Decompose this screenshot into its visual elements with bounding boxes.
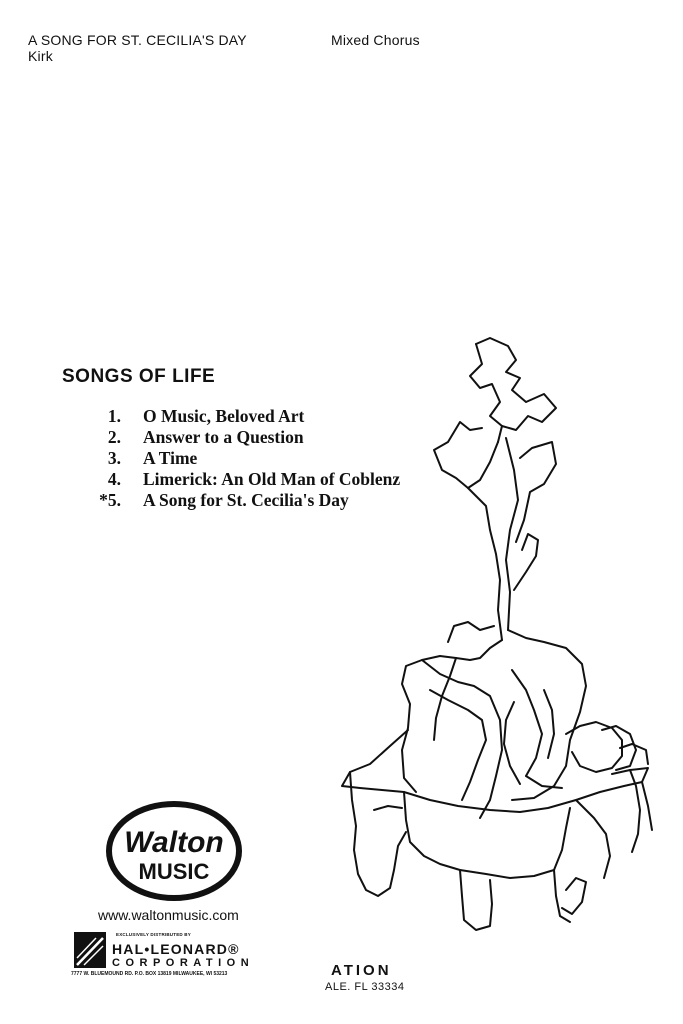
song-title: A Time: [143, 448, 198, 468]
series-fragment: ATION: [331, 962, 392, 979]
logo-music-text: MUSIC: [138, 859, 210, 884]
publisher-website[interactable]: www.waltonmusic.com: [98, 907, 239, 923]
distributor-corporation: CORPORATION: [112, 957, 255, 969]
song-number: *5.: [99, 490, 121, 510]
song-item: [84, 448, 198, 469]
distributor-address: 7777 W. BLUEMOUND RD. P.O. BOX 13819 MILWAUKEE, WI 53213: [71, 971, 228, 977]
catalog-number: ALE. FL 33334: [325, 981, 405, 993]
song-number: 1.: [107, 406, 121, 426]
walton-music-logo: [105, 800, 243, 902]
voicing-label: Mixed Chorus: [331, 32, 420, 48]
song-number: 2.: [107, 427, 121, 447]
collection-heading: SONGS OF LIFE: [62, 366, 216, 387]
song-item: [84, 427, 304, 448]
piece-title: A SONG FOR ST. CECILIA'S DAY: [28, 32, 247, 48]
logo-walton-text: Walton: [124, 826, 224, 859]
song-item: [84, 469, 401, 490]
figure-line-drawing: [330, 330, 670, 950]
distributor-exclusive-text: EXCLUSIVELY DISTRIBUTED BY: [116, 932, 191, 937]
song-title: Answer to a Question: [143, 427, 304, 447]
song-item: [84, 406, 305, 427]
song-list: [84, 406, 401, 511]
distributor-name: HAL•LEONARD®: [112, 941, 240, 957]
song-title: O Music, Beloved Art: [143, 406, 305, 426]
composer-name: Kirk: [28, 48, 53, 64]
song-title: A Song for St. Cecilia's Day: [143, 490, 349, 510]
song-number: 3.: [107, 448, 121, 468]
song-title: Limerick: An Old Man of Coblenz: [143, 469, 401, 489]
song-number: 4.: [107, 469, 121, 489]
song-item: [84, 490, 349, 511]
hal-leonard-logo-icon: [74, 932, 106, 968]
